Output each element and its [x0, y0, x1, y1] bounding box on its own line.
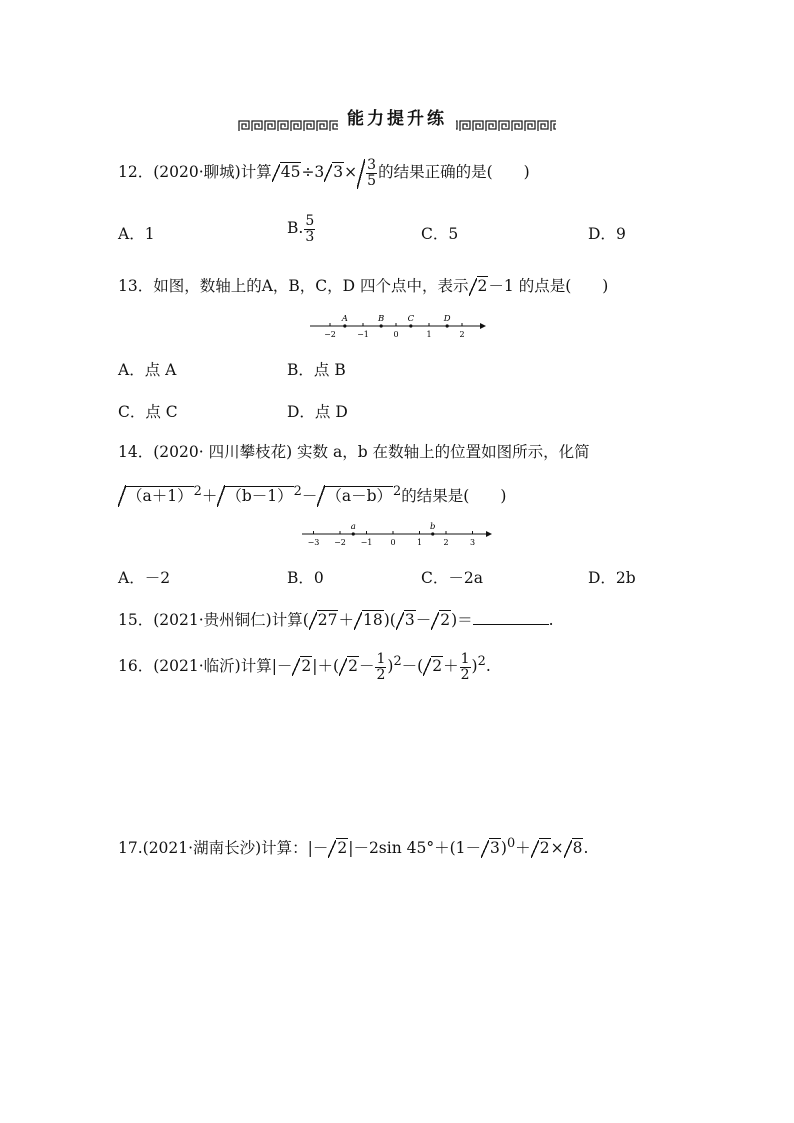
point-a-label: a	[350, 522, 356, 532]
sqrt-2: 2	[469, 277, 489, 295]
sqrt-fraction: $\frac{3}{5}$	[357, 158, 378, 188]
question-13: 13．如图，数轴上的A，B，C，D 四个点中，表示 2－1 的点是( )	[118, 277, 609, 295]
point-C-label: C	[407, 314, 415, 324]
q14-option-b[interactable]: B．0	[287, 569, 324, 587]
answer-blank[interactable]	[473, 610, 549, 625]
axis-tick-label: 2	[443, 538, 449, 547]
q14-option-a[interactable]: A．－2	[118, 569, 171, 587]
axis-tick-label: −3	[307, 538, 320, 547]
point-A-dot	[343, 324, 346, 327]
greek-key-border	[238, 120, 556, 132]
point-A-label: A	[341, 314, 348, 324]
section-title: 能力提升练	[347, 109, 447, 129]
q12-option-d[interactable]: D．9	[588, 225, 626, 243]
question-15: 15．(2021·贵州铜仁)计算( 27＋ 18)( 3－ 2)＝ .	[118, 611, 554, 629]
point-B-label: B	[378, 314, 385, 324]
q13-option-d[interactable]: D．点 D	[287, 403, 348, 421]
q12-option-c[interactable]: C．5	[421, 225, 459, 243]
axis-tick-label: 0	[390, 538, 396, 547]
q12-option-a[interactable]: A．1	[118, 225, 155, 243]
question-14-line-1: 14．(2020· 四川攀枝花) 实数 a，b 在数轴上的位置如图所示，化简	[118, 443, 590, 461]
axis-tick-label: −1	[357, 330, 369, 339]
point-a-dot	[352, 532, 355, 535]
axis-tick-label: −2	[324, 330, 336, 339]
q13-option-c[interactable]: C．点 C	[118, 403, 178, 421]
axis-tick-label: 0	[393, 330, 399, 339]
question-12: 12．(2020·聊城)计算 45÷3 3× $\frac{3}{5}$ 的结果正确的是( )	[118, 157, 530, 189]
axis-tick-label: 3	[469, 538, 476, 547]
point-D-dot	[446, 324, 449, 327]
question-17: 17.(2021·湖南长沙)计算：|－ 2|－2sin $45^\circ+(1- 3)^0+ 2\times 8$.	[118, 836, 589, 858]
question-16: 16．(2021·临沂)计算|－ 2|＋( 2－ $\frac{1}{2}$ )$^2$－( 2＋ $\frac{1}{2}$ )$^2$.	[118, 651, 491, 683]
axis-tick-label: 1	[416, 538, 423, 547]
point-B-dot	[380, 324, 383, 327]
q13-option-a[interactable]: A．点 A	[118, 361, 177, 379]
number-line-q13	[308, 312, 488, 340]
q12-option-b[interactable]: B. $\frac{5}{3}$	[287, 213, 315, 245]
q13-option-b[interactable]: B．点 B	[287, 361, 346, 379]
axis-tick-label: −1	[360, 538, 373, 547]
point-C-dot	[409, 324, 412, 327]
q14-option-c[interactable]: C．－2a	[421, 569, 483, 587]
axis-tick-label: −2	[334, 538, 346, 547]
question-14-line-2: $(a+1)^2+ (b-1)^2- (a-b)^2$的结果是( )	[118, 484, 506, 506]
point-b-label: b	[430, 522, 436, 532]
q14-option-d[interactable]: D．2b	[588, 569, 636, 587]
axis-tick-label: 2	[459, 330, 465, 339]
axis-tick-label: 1	[426, 330, 432, 339]
sqrt-3: 3	[324, 163, 344, 181]
point-b-dot	[431, 532, 434, 535]
sqrt-45: 45	[272, 163, 302, 181]
number-line-q14	[300, 520, 496, 548]
point-D-label: D	[443, 314, 451, 324]
